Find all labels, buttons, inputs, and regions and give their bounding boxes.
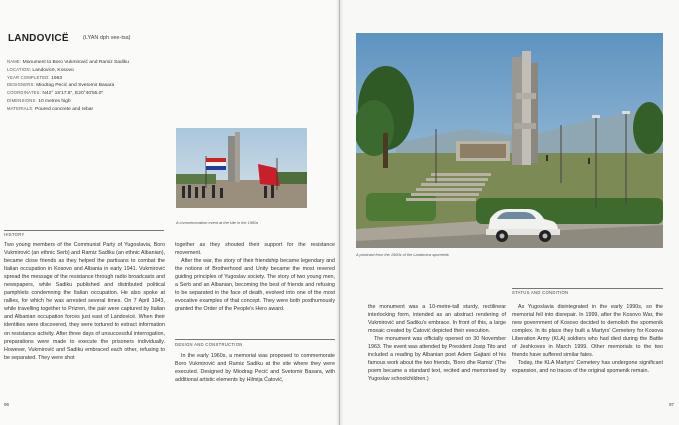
meta-row — [7, 67, 177, 75]
postcard-photo-caption: A postcard from the 1960s of the Landovica spomenik — [356, 252, 449, 257]
book-gutter — [336, 0, 344, 425]
design-column-3 — [368, 303, 506, 383]
status-heading: STATUS AND CONDITION — [512, 290, 569, 295]
meta-value: Monument to Boro Vukmirović and Ramiz Sadiku — [22, 60, 129, 65]
meta-row — [7, 90, 177, 98]
meta-key: DIMENSIONS: — [7, 97, 37, 103]
design-paragraph: The monument was officially opened on 30 November 1963. The event was attended by President Josip Tito and included a reading by Albanian poet Adem Gajtani of his famous work about the two friends, 'Boro dhe Ramiz' (The poem became a standard text, recited and memorised by Yugoslav schoolchildren.) — [368, 336, 506, 383]
meta-key: LOCATION: — [7, 66, 32, 72]
history-paragraph: After the war, the story of their friendship became legendary and the notions of Brotherhood and Unity became the most revered guiding principles of Yugoslav society. The story of two young men, a Serb and an Albanian, becoming the best of friends and refusing to be separated in the face of death, evolved into one of the most evocative examples of that concept. They were both posthumously granted the Order of the People's Hero award. — [175, 258, 335, 313]
history-paragraph: Two young members of the Communist Party of Yugoslavia, Boro Vukmirović (an ethnic Serb) and Ramiz Sadiku (an ethnic Albanian), became close friends as they helped the partisans to combat the Italian occupation in Kosovo and Albania in early 1941. Vukmirović spread the message of the resistance through radio broadcasts and newspapers, while Sadiku published and distributed political pamphlets condemning the Italian occupation. He also spoke at rallies, for which he was arrested several times. On 7 April 1943, while travelling together to Prizren, the pair were captured by Italian and Albanian occupation forces just east of Landovicë. When their identities were discovered, they were tortured to extract information on resistance activity. After three days of unsuccessful interrogation, preparations were made to execute the prisoners individually. However, Vukmirović and Sadiku embraced each other, refusing to be separated. They were shot — [4, 242, 165, 361]
meta-value: Poured concrete and rebar — [34, 106, 94, 112]
history-paragraph: together as they shouted their support for the resistance movement. — [175, 242, 335, 257]
design-column-2 — [175, 352, 335, 384]
page-number-left: 96 — [4, 402, 10, 407]
meta-key: YEAR COMPLETED: — [7, 74, 50, 80]
meta-key: NAME: — [7, 59, 22, 64]
meta-row — [7, 59, 177, 67]
meta-row — [7, 106, 177, 114]
status-paragraph: As Yugoslavia disintegrated in the early 1990s, so the memorial fell into disrepair. In 1999, after the Kosovo War, the new government of Kosovo decided to demolish the spomenik complex. In its place they built a Martyrs' Cemetery for Kosova Liberation Army (KLA) soldiers who had died during the Battle of Jeshkoves in March 1999. Other memorials to the two friends have suffered similar fates. — [512, 304, 663, 359]
meta-row — [7, 82, 177, 90]
pronunciation: (LYAN dph vee-tsa) — [83, 35, 131, 41]
metadata-list — [7, 59, 177, 114]
history-column-1 — [4, 241, 165, 362]
meta-row — [7, 98, 177, 106]
meta-row — [7, 75, 177, 83]
meta-value: Miodrag Pecić and Svetomir Basara — [36, 83, 115, 89]
meta-value: 10 metres high — [38, 98, 71, 104]
page-title: LANDOVICË — [8, 33, 69, 44]
meta-value: 1963 — [51, 75, 63, 81]
history-heading: HISTORY — [4, 232, 25, 237]
design-paragraph: In the early 1960s, a memorial was proposed to commemorate Boro Vukmirović and Ramiz Sadiku at the site where they were executed. Designed by Miodrag Pecić and Svetomir Basara, with additional artistic elements by Hilmija Ćatović, — [175, 353, 335, 384]
meta-value: N42° 15'17.5", E20°40'55.0" — [42, 91, 104, 97]
postcard-photo-illustration — [356, 33, 663, 248]
status-column-4 — [512, 303, 663, 375]
commemoration-photo-illustration — [176, 128, 307, 208]
commemoration-photo-caption: A commemoration event at the site in the 1980s — [176, 220, 259, 225]
meta-key: COORDINATES: — [7, 90, 41, 96]
design-paragraph: the monument was a 10-metre-tall sturdy, rectilinear interlocking form, intended as an abstract rendering of Vukmirović and Sadiku's embrace. In front of this, a large mosaic created by Ćatović depicted their execution. — [368, 304, 506, 335]
meta-key: MATERIALS: — [7, 105, 34, 111]
left-page — [0, 0, 339, 425]
page-number-right: 97 — [669, 402, 675, 407]
status-paragraph: Today, the KLA Martyrs' Cemetery has undergone significant expansion, and no traces of the original spomenik remain. — [512, 360, 663, 375]
commemoration-photo — [176, 128, 307, 208]
meta-value: Landovicë, Kosovo — [32, 67, 74, 73]
postcard-photo — [356, 33, 663, 248]
design-rule — [175, 339, 335, 340]
meta-key: DESIGNERS: — [7, 82, 35, 88]
status-rule — [512, 288, 663, 289]
history-column-2 — [175, 241, 335, 313]
design-heading: DESIGN AND CONSTRUCTION — [175, 342, 243, 347]
history-rule — [4, 230, 164, 231]
